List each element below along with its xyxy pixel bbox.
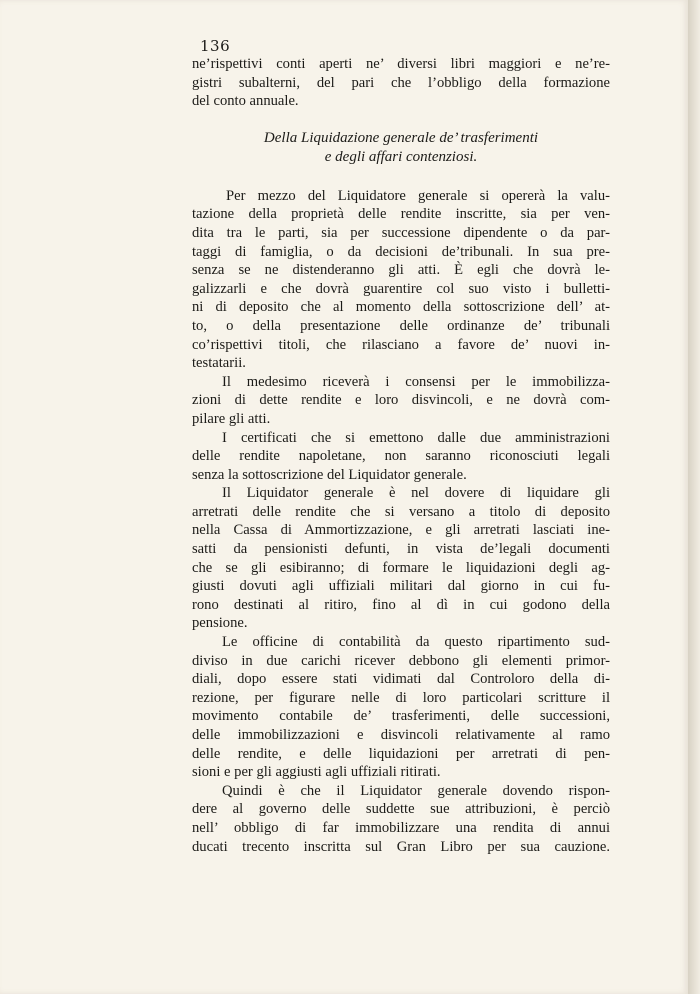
text-line: satti da pensionisti defunti, in vista de’legali documenti <box>192 541 610 558</box>
text-line: movimento contabile de’ trasferimenti, delle successioni, <box>192 708 610 725</box>
paragraph <box>192 429 610 485</box>
text-line: senza se ne distenderanno gli atti. È egli che dovrà le- <box>192 262 610 279</box>
text-line: zioni di dette rendite e loro disvincoli, e ne dovrà com- <box>192 392 610 409</box>
text-line: Quindi è che il Liquidator generale dovendo rispon- <box>222 782 610 799</box>
text-line: gistri subalterni, del pari che l’obbligo della formazione <box>192 74 610 91</box>
text-line: dita tra le parti, sia per successione dipendente o da par- <box>192 224 610 241</box>
text-line: nella Cassa di Ammortizzazione, e gli arretrati lasciati ine- <box>192 522 610 539</box>
paragraph <box>192 633 610 782</box>
section-heading <box>192 129 610 167</box>
page-edge <box>688 0 700 994</box>
text-line: dere al governo delle suddette sue attribuzioni, è perciò <box>192 801 610 818</box>
text-line: nell’ obbligo di far immobilizzare una rendita di annui <box>192 819 610 836</box>
text-line: ne’rispettivi conti aperti ne’ diversi libri maggiori e ne’re- <box>192 56 610 72</box>
text-line: arretrati delle rendite che si versano a titolo di deposito <box>192 503 610 520</box>
text-line: Il Liquidator generale è nel dovere di liquidare gli <box>222 485 610 502</box>
text-line: diviso in due carichi ricever debbono gli elementi primor- <box>192 652 610 669</box>
text-line: delle rendite napoletane, non saranno riconosciuti legali <box>192 448 610 465</box>
paragraph <box>192 373 610 429</box>
intro-paragraph <box>192 55 610 111</box>
text-line: taggi di famiglia, o da decisioni de’tribunali. In sua pre- <box>192 243 610 260</box>
heading-line: Della Liquidazione generale de’ trasferimenti <box>263 129 539 146</box>
paragraph <box>192 484 610 633</box>
text-block <box>192 38 610 856</box>
text-line: ni di deposito che al momento della sottoscrizione dell’ at- <box>192 299 610 316</box>
text-line: senza la sottoscrizione del Liquidator generale. <box>192 466 467 483</box>
text-line: che se gli esibiranno; di formare le liquidazioni degli ag- <box>192 559 610 576</box>
text-line: I certificati che si emettono dalle due amministrazioni <box>222 429 610 446</box>
text-line: pensione. <box>192 615 248 632</box>
text-line: ducati trecento inscritta sul Gran Libro per sua cauzione. <box>192 838 610 855</box>
text-line: diali, dopo essere stati vidimati dal Controloro della di- <box>192 671 610 688</box>
text-line: co’rispettivi titoli, che rilasciano a favore de’ nuovi in- <box>192 336 610 353</box>
paragraph <box>192 187 610 373</box>
text-line: delle immobilizzazioni e disvincoli relativamente al ramo <box>192 727 610 743</box>
text-line: Il medesimo riceverà i consensi per le immobilizza- <box>222 373 610 390</box>
page-number: 136 <box>200 37 231 55</box>
text-line: tazione della proprietà delle rendite inscritte, sia per ven- <box>192 206 610 223</box>
text-line: galizzarli e che dovrà guarentire col suo visto i bulletti- <box>192 280 610 297</box>
text-line: rono destinati al ritiro, fino al dì in cui godono della <box>192 596 610 613</box>
text-line: delle rendite, e delle liquidazioni per arretrati di pen- <box>192 745 610 762</box>
text-line: rezione, per figurare nelle di loro particolari scritture il <box>192 689 610 706</box>
text-line: Per mezzo del Liquidatore generale si opererà la valu- <box>226 187 610 204</box>
paragraph <box>192 782 610 856</box>
text-line: pilare gli atti. <box>192 410 271 427</box>
text-line: testatarii. <box>192 355 246 372</box>
heading-line: e degli affari contenziosi. <box>324 148 478 165</box>
text-line: to, o della presentazione delle ordinanze de’ tribunali <box>192 317 610 334</box>
text-line: Le officine di contabilità da questo ripartimento sud- <box>222 634 610 651</box>
text-line: del conto annuale. <box>192 93 299 110</box>
text-line: giusti dovuti agli uffiziali militari dal giorno in cui fu- <box>192 578 610 595</box>
text-line: sioni e per gli aggiusti agli uffiziali ritirati. <box>192 764 441 781</box>
